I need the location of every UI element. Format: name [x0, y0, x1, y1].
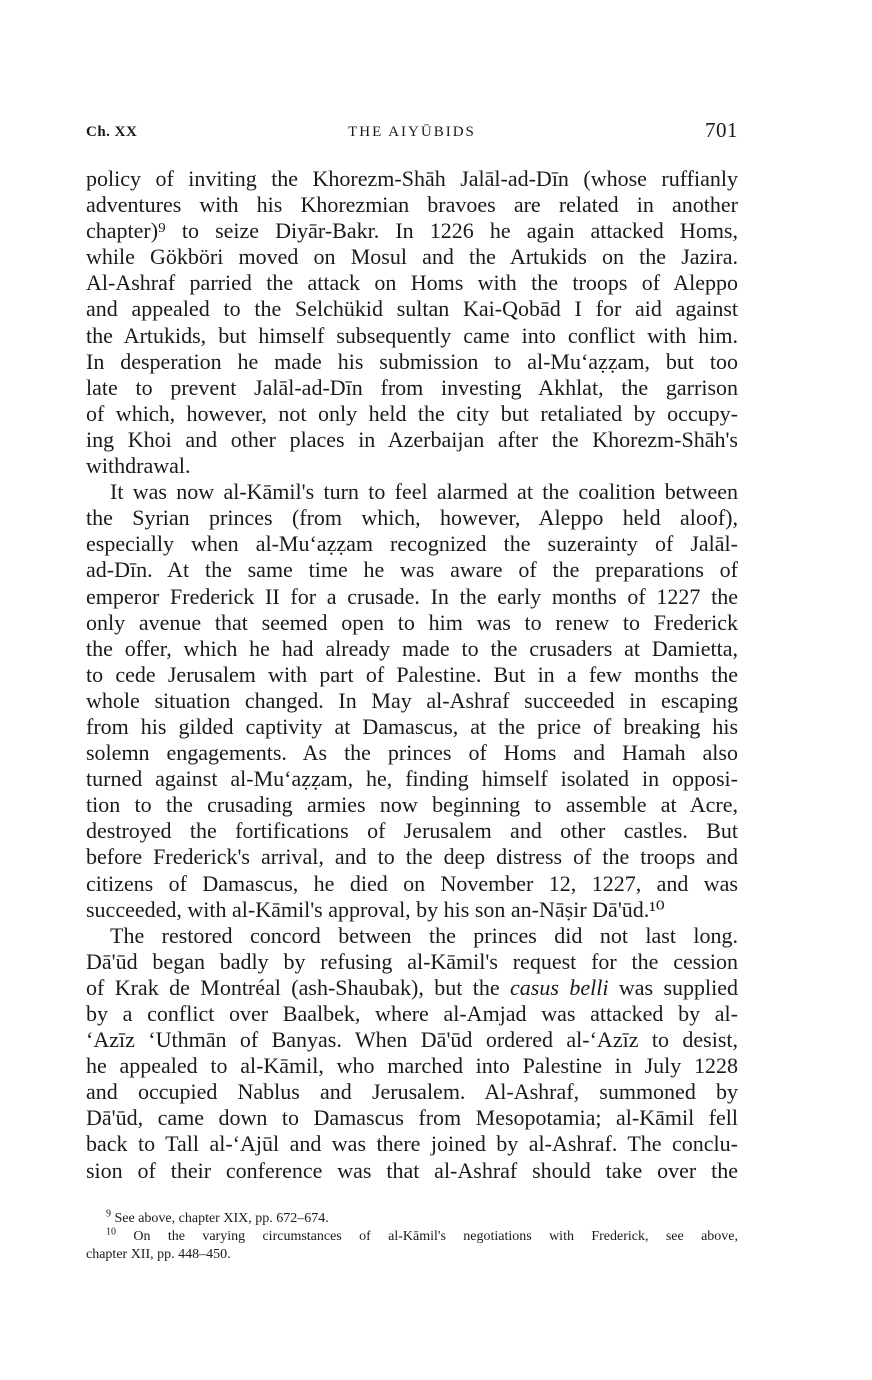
paragraph-1	[86, 166, 738, 479]
body-text	[86, 166, 738, 1184]
footnote-10	[86, 1228, 738, 1264]
text-line: late to prevent Jalāl-ad-Dīn from investing Akhlat, the garrison	[86, 374, 738, 400]
text-line: chapter)⁹ to seize Diyār-Bakr. In 1226 he again attacked Homs,	[86, 218, 738, 244]
text-line: tion to the crusading armies now beginning to assemble at Acre,	[86, 792, 738, 818]
text-line: Al-Ashraf parried the attack on Homs with the troops of Aleppo	[86, 270, 738, 296]
footnote-text: On the varying circumstances of al-Kāmil's negotiations with Frederick, see above,	[133, 1229, 739, 1244]
text-line: from his gilded captivity at Damascus, at the price of breaking his	[86, 713, 738, 739]
text-line: citizens of Damascus, he died on November 12, 1227, and was	[86, 870, 738, 896]
text-line: back to Tall al-‘Ajūl and was there joined by al-Ashraf. The conclu-	[86, 1131, 738, 1157]
text-line: It was now al-Kāmil's turn to feel alarmed at the coalition between	[110, 479, 738, 505]
text-line: In desperation he made his submission to al-Mu‘aẓẓam, but too	[86, 348, 738, 374]
footnotes	[86, 1210, 738, 1264]
text-line: The restored concord between the princes did not last long.	[110, 922, 738, 948]
text-line: destroyed the fortifications of Jerusalem and other castles. But	[86, 818, 738, 844]
text-line: adventures with his Khorezmian bravoes are related in another	[86, 192, 738, 218]
text-line: he appealed to al-Kāmil, who marched into Palestine in July 1228	[86, 1053, 738, 1079]
text-line: to cede Jerusalem with part of Palestine. But in a few months the	[86, 661, 738, 687]
text-line: while Gökböri moved on Mosul and the Artukids on the Jazira.	[86, 244, 738, 270]
text-line: emperor Frederick II for a crusade. In the early months of 1227 the	[86, 583, 738, 609]
text-line: and appealed to the Selchükid sultan Kai-Qobād I for aid against	[86, 296, 738, 322]
footnote-9	[86, 1210, 738, 1228]
text-line: the Syrian princes (from which, however, Aleppo held aloof),	[86, 505, 738, 531]
text-line: of Krak de Montréal (ash-Shaubak), but the casus belli was supplied	[86, 974, 738, 1000]
text-line: Dā'ūd began badly by refusing al-Kāmil's request for the cession	[86, 948, 738, 974]
text-line: only avenue that seemed open to him was to renew to Frederick	[86, 609, 738, 635]
running-title: THE AIYŪBIDS	[348, 124, 476, 140]
text-line: of which, however, not only held the city but retaliated by occupy-	[86, 400, 738, 426]
footnote-text: See above, chapter XIX, pp. 672–674.	[114, 1211, 329, 1226]
paragraph-3	[86, 923, 738, 1184]
page-number: 701	[705, 118, 738, 142]
italic-phrase: casus belli	[510, 974, 609, 1000]
footnote-line	[86, 1228, 738, 1246]
footnote-line: chapter XII, pp. 448–450.	[86, 1247, 231, 1262]
text-line: ing Khoi and other places in Azerbaijan after the Khorezm-Shāh's	[86, 426, 738, 452]
text-line: ad-Dīn. At the same time he was aware of the preparations of	[86, 557, 738, 583]
text-line: solemn engagements. As the princes of Homs and Hamah also	[86, 740, 738, 766]
text-line: especially when al-Mu‘aẓẓam recognized the suzerainty of Jalāl-	[86, 531, 738, 557]
text-line: by a conflict over Baalbek, where al-Amjad was attacked by al-	[86, 1001, 738, 1026]
text-line: succeeded, with al-Kāmil's approval, by his son an-Nāṣir Dā'ūd.¹⁰	[86, 896, 665, 922]
text-line: withdrawal.	[86, 453, 191, 479]
paragraph-2	[86, 479, 738, 923]
text-line: before Frederick's arrival, and to the deep distress of the troops and	[86, 844, 738, 870]
running-head	[86, 118, 738, 148]
text-line: turned against al-Mu‘aẓẓam, he, finding himself isolated in opposi-	[86, 766, 738, 792]
text-line: sion of their conference was that al-Ashraf should take over the	[86, 1157, 738, 1183]
text-line: ‘Azīz ‘Uthmān of Banyas. When Dā'ūd ordered al-‘Azīz to desist,	[86, 1027, 738, 1053]
chapter-label: Ch. XX	[86, 124, 138, 140]
footnote-marker: 9	[106, 1208, 111, 1220]
page	[86, 118, 738, 1184]
text-line: and occupied Nablus and Jerusalem. Al-Ashraf, summoned by	[86, 1079, 738, 1105]
text-line: policy of inviting the Khorezm-Shāh Jalāl-ad-Dīn (whose ruffianly	[86, 166, 738, 191]
text-line: the offer, which he had already made to the crusaders at Damietta,	[86, 635, 738, 661]
footnote-marker: 10	[106, 1226, 116, 1238]
text-line: Dā'ūd, came down to Damascus from Mesopotamia; al-Kāmil fell	[86, 1105, 738, 1131]
text-line: whole situation changed. In May al-Ashraf succeeded in escaping	[86, 687, 738, 713]
text-line: the Artukids, but himself subsequently came into conflict with him.	[86, 322, 738, 348]
